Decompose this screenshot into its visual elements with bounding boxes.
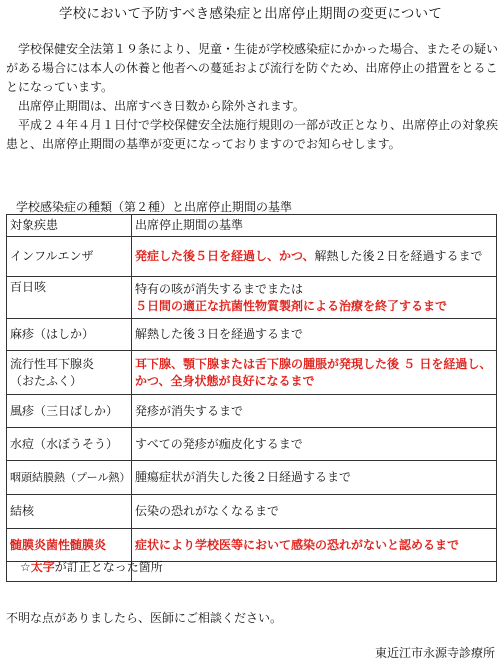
table-row bbox=[7, 428, 497, 461]
intro-section bbox=[6, 40, 498, 154]
header-disease: 対象疾患 bbox=[7, 215, 132, 237]
correction-note bbox=[20, 558, 163, 575]
period-cell bbox=[132, 237, 497, 277]
document-title: 学校において予防すべき感染症と出席停止期間の変更について bbox=[58, 6, 443, 22]
period-cell: 腫瘍症状が消失した後２日経過するまで bbox=[132, 461, 497, 495]
header-period: 出席停止期間の基準 bbox=[132, 215, 497, 237]
table-row bbox=[7, 529, 497, 562]
period-text: 特有の咳が消失するまでまたは bbox=[135, 281, 304, 296]
disease-cell: 髄膜炎菌性髄膜炎 bbox=[7, 529, 132, 562]
clinic-name: 東近江市永源寺診療所 bbox=[374, 646, 495, 660]
period-cell: 伝染の恐れがなくなるまで bbox=[132, 495, 497, 529]
period-red-text-2: かつ、全身状態が良好になるまで bbox=[135, 373, 315, 388]
table-row bbox=[7, 351, 497, 395]
table-row bbox=[7, 319, 497, 351]
period-cell: 解熱した後３日を経過するまで bbox=[132, 319, 497, 351]
period-cell bbox=[132, 351, 497, 395]
period-cell: すべての発疹が痂皮化するまで bbox=[132, 428, 497, 461]
disease-cell: 咽頭結膜熱（プール熱） bbox=[7, 461, 132, 495]
table-header-row bbox=[7, 215, 497, 237]
closing-text: 不明な点がありましたら、医師にご相談ください。 bbox=[6, 611, 283, 625]
note-text: が訂正となった箇所 bbox=[54, 560, 163, 574]
table-row bbox=[7, 461, 497, 495]
period-text: 解熱した後２日を経過するまで bbox=[314, 249, 483, 263]
disease-alias: （おたふく） bbox=[10, 373, 83, 388]
period-red-text: 耳下腺、顎下腺または舌下腺の腫脹が発現した後 ５ 日を経過し、 bbox=[135, 356, 492, 371]
star-icon: ☆ bbox=[20, 560, 31, 574]
note-red-text: 太字 bbox=[30, 560, 55, 574]
table-row bbox=[7, 237, 497, 277]
period-cell: 発疹が消失するまで bbox=[132, 395, 497, 428]
table-row bbox=[7, 495, 497, 529]
blank-cell bbox=[132, 562, 497, 582]
period-red-text: 発症した後５日を経過し、かつ、 bbox=[135, 249, 315, 263]
disease-cell: 水痘（水ぼうそう） bbox=[7, 428, 132, 461]
table-row bbox=[7, 277, 497, 319]
period-red-text: ５日間の適正な抗菌性物質製剤による治療を終了するまで bbox=[135, 298, 448, 313]
period-cell: 症状により学校医等において感染の恐れがないと認めるまで bbox=[132, 529, 497, 562]
disease-cell: 麻疹（はしか） bbox=[7, 319, 132, 351]
disease-cell bbox=[7, 351, 132, 395]
disease-cell: 風疹（三日ばしか） bbox=[7, 395, 132, 428]
disease-cell: 百日咳 bbox=[7, 277, 132, 319]
disease-table bbox=[6, 214, 497, 582]
table-row bbox=[7, 395, 497, 428]
intro-paragraph-1: 学校保健安全法第１９条により、児童・生徒が学校感染症にかかった場合、またその疑いがある場合には本人の休養と他者への蔓延および流行を防ぐため、出席停止の措置をとることになっています。 bbox=[6, 42, 499, 94]
period-cell bbox=[132, 277, 497, 319]
disease-cell: インフルエンザ bbox=[7, 237, 132, 277]
intro-paragraph-2: 出席停止期間は、出席すべき日数から除外されます。 bbox=[18, 99, 305, 113]
intro-paragraph-3: 平成２４年４月１日付で学校保健安全法施行規則の一部が改正となり、出席停止の対象疾患と、出席停止期間の基準が変更になっておりますのでお知らせします。 bbox=[6, 118, 499, 151]
disease-cell: 結核 bbox=[7, 495, 132, 529]
disease-name: 流行性耳下腺炎 bbox=[10, 356, 95, 371]
table-caption: 学校感染症の種類（第２種）と出席停止期間の基準 bbox=[16, 200, 293, 214]
